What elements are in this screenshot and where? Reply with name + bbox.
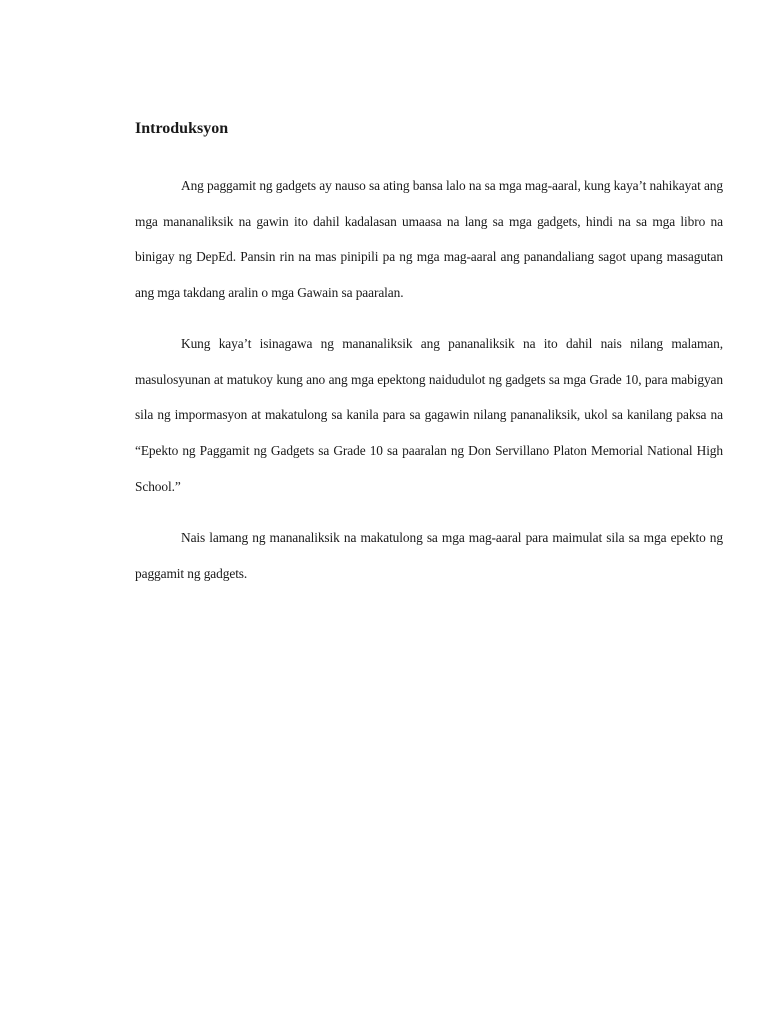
paragraph-1: Ang paggamit ng gadgets ay nauso sa ating bansa lalo na sa mga mag-aaral, kung kaya’t nahikayat ang mga mananaliksik na gawin ito dahil kadalasan umaasa na lang sa mga gadgets, hindi na sa mga libro na binigay ng DepEd. Pansin rin na mas pinipili pa ng mga mag-aaral ang panandaliang sagot upang masagutan ang mga takdang aralin o mga Gawain sa paaralan. — [135, 178, 723, 301]
paragraph-2: Kung kaya’t isinagawa ng mananaliksik ang pananaliksik na ito dahil nais nilang malaman, masulosyunan at matukoy kung ano ang mga epektong naidudulot ng gadgets sa mga Grade 10, para mabigyan sila ng impormasyon at makatulong sa kanila para sa gagawin nilang pananaliksik, ukol sa kanilang paksa na “Epekto ng Paggamit ng Gadgets sa Grade 10 sa paaralan ng Don Servillano Platon Memorial National High School.” — [135, 336, 723, 494]
paragraph-3: Nais lamang ng mananaliksik na makatulong sa mga mag-aaral para maimulat sila sa mga epekto ng paggamit ng gadgets. — [135, 530, 723, 581]
page-title: Introduksyon — [135, 120, 229, 137]
